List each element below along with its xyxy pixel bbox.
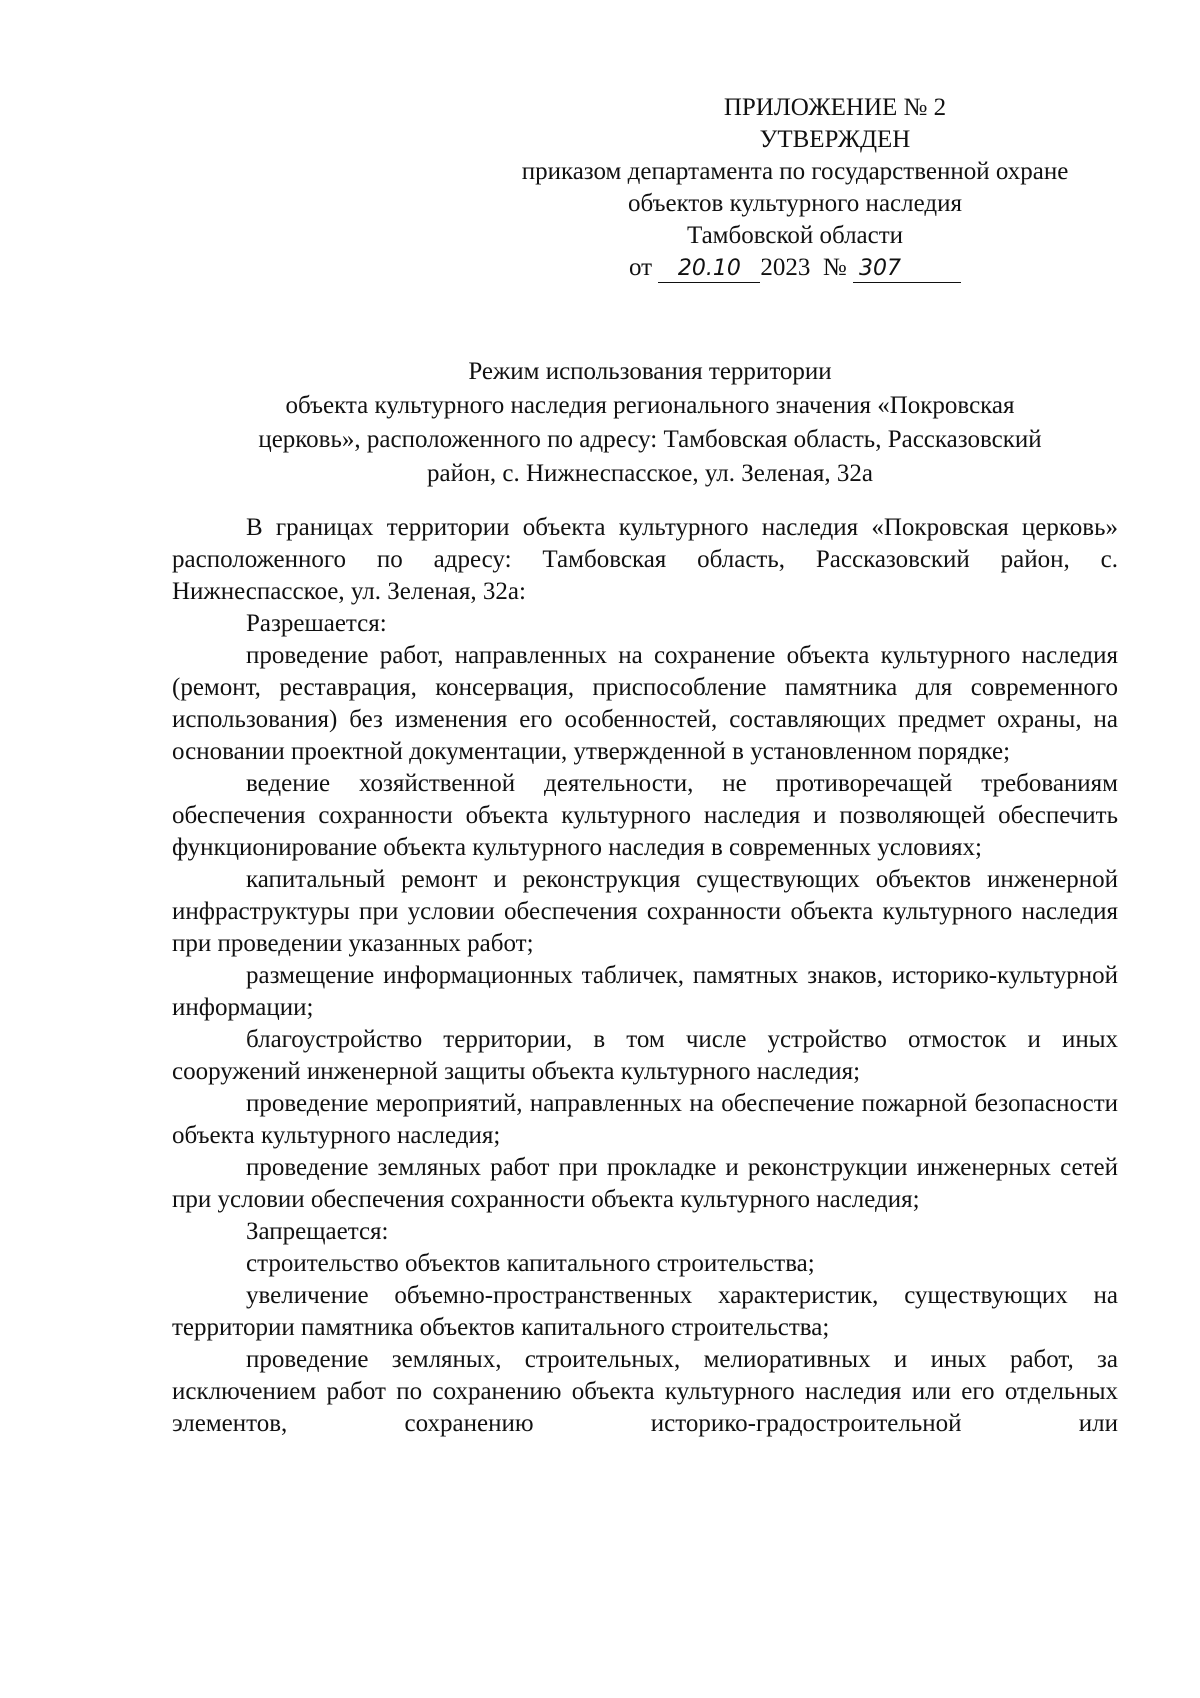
handwritten-number: 307 [853,256,961,283]
allowed-item: ведение хозяйственной деятельности, не противоречащей требованиям обеспечения сохранности объекта культурного наследия и позволяющей обеспечить функционирование объекта культурного наследия в современных условиях; [172,770,1118,861]
appendix-number: ПРИЛОЖЕНИЕ № 2 [723,94,947,121]
title-line-4: район, с. Нижнеспасское, ул. Зеленая, 32а [427,460,873,487]
allowed-item: размещение информационных табличек, памятных знаков, историко-культурной информации; [172,962,1118,1021]
order-line-2: объектов культурного наследия [628,190,962,217]
order-line-1: приказом департамента по государственной охране [521,158,1069,185]
forbidden-item: строительство объектов капитального строительства; [246,1250,815,1277]
intro-paragraph: В границах территории объекта культурного наследия «Покровская церковь» расположенного по адресу: Тамбовская область, Рассказовский район, с. Нижнеспасское, ул. Зеленая, 32а: [172,514,1118,605]
number-prefix: № [822,254,847,281]
document-title [170,355,1130,491]
approved-label: УТВЕРЖДЕН [759,126,911,153]
title-line-1: Режим использования территории [468,358,832,385]
document-body [172,512,1118,1440]
date-year: 2023 [760,254,811,281]
order-line-3: Тамбовской области [686,222,904,249]
handwritten-date: 20.10 [658,256,760,283]
approval-header [470,92,1120,284]
forbidden-item: проведение земляных, строительных, мелиоративных и иных работ, за исключением работ по сохранению объекта культурного наследия или его отдельных элементов, сохранению историко-градостроительной или [172,1346,1118,1437]
order-date-line [470,252,1120,284]
date-prefix: от [629,254,653,281]
allowed-item: проведение земляных работ при прокладке и реконструкции инженерных сетей при условии обеспечения сохранности объекта культурного наследия; [172,1154,1118,1213]
forbidden-item: увеличение объемно-пространственных характеристик, существующих на территории памятника объектов капитального строительства; [172,1282,1118,1341]
allowed-label: Разрешается: [246,610,387,637]
allowed-item: капитальный ремонт и реконструкция существующих объектов инженерной инфраструктуры при условии обеспечения сохранности объекта культурного наследия при проведении указанных работ; [172,866,1118,957]
allowed-item: проведение мероприятий, направленных на обеспечение пожарной безопасности объекта культурного наследия; [172,1090,1118,1149]
allowed-item: благоустройство территории, в том числе устройство отмосток и иных сооружений инженерной защиты объекта культурного наследия; [172,1026,1118,1085]
title-line-3: церковь», расположенного по адресу: Тамбовская область, Рассказовский [258,426,1042,453]
forbidden-label: Запрещается: [246,1218,389,1245]
title-line-2: объекта культурного наследия регионального значения «Покровская [285,392,1015,419]
allowed-item: проведение работ, направленных на сохранение объекта культурного наследия (ремонт, реставрация, консервация, приспособление памятника для современного использования) без изменения его особенностей, составляющих предмет охраны, на основании проектной документации, утвержденной в установленном порядке; [172,642,1118,765]
